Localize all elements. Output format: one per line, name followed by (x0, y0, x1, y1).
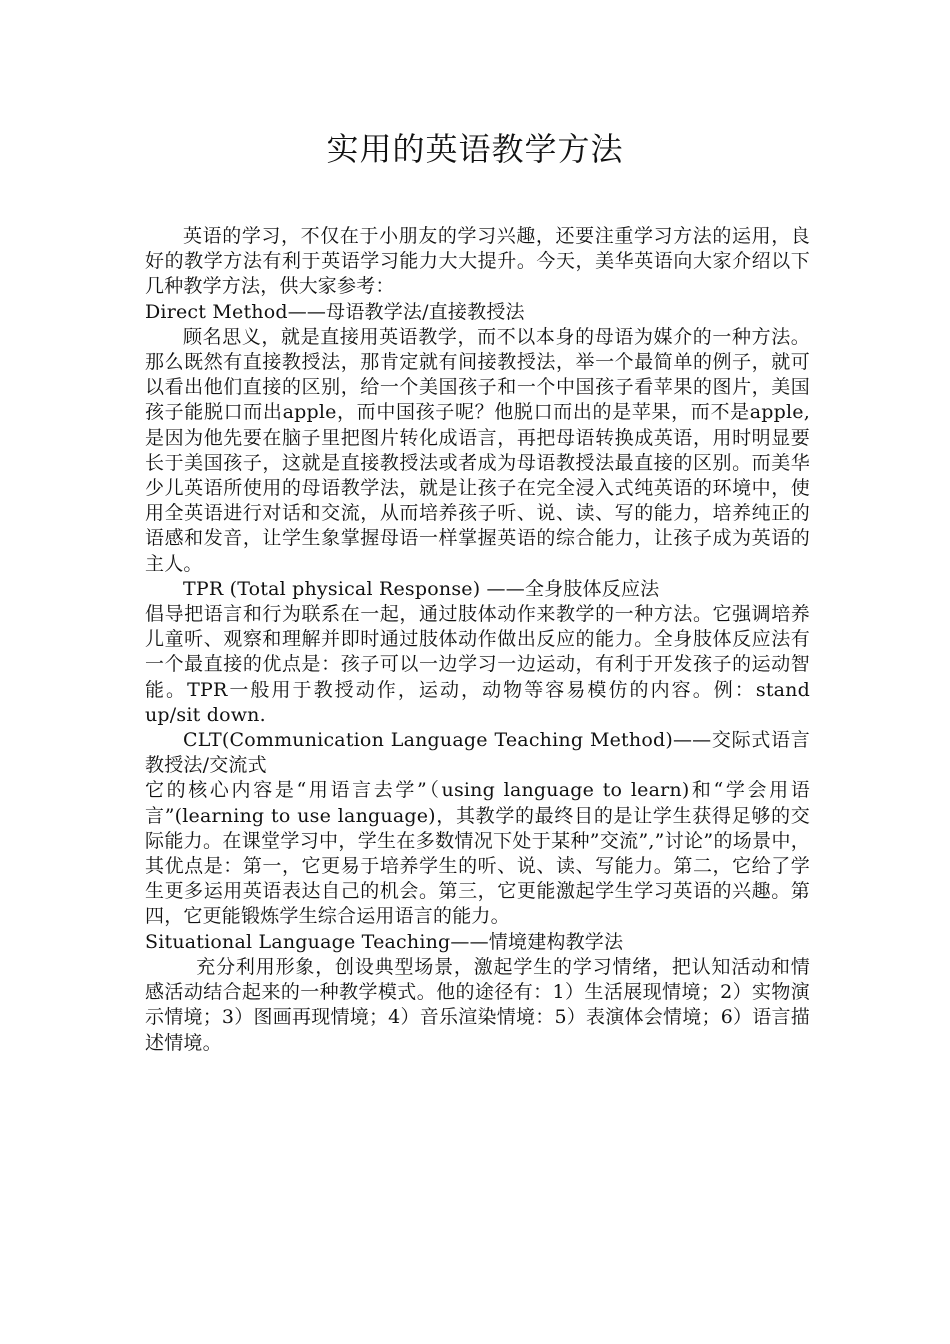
paragraph-4: TPR (Total physical Response) ——全身肢体反应法 (183, 577, 660, 600)
paragraph-3: 顾名思义，就是直接用英语教学，而不以本身的母语为媒介的一种方法。那么既然有直接教授法，那肯定就有间接教授法，举一个最简单的例子，就可以看出他们直接的区别，给一个美国孩子和一个中国孩子看苹果的图片，美国孩子能脱口而出apple，而中国孩子呢？他脱口而出的是苹果，而不是apple, 是因为他先要在脑子里把图片转化成语言，再把母语转换成英语，用时明显要长于美国孩子，这就是直接教授法或者成为母语教授法最直接的区别。而美华少儿英语所使用的母语教学法，就是让孩子在完全浸入式纯英语的环境中，使用全英语进行对话和交流，从而培养孩子听、说、读、写的能力，培养纯正的语感和发音，让学生象掌握母语一样掌握英语的综合能力，让孩子成为英语的主人。 (145, 325, 810, 575)
document-body (145, 224, 810, 1056)
paragraph-9: 充分利用形象，创设典型场景，激起学生的学习情绪，把认知活动和情感活动结合起来的一种教学模式。他的途径有：1）生活展现情境；2）实物演示情境；3）图画再现情境；4）音乐渲染情境：5）表演体会情境；6）语言描述情境。 (145, 955, 810, 1054)
paragraph-8: Situational Language Teaching——情境建构教学法 (145, 930, 624, 953)
paragraph-5: 倡导把语言和行为联系在一起，通过肢体动作来教学的一种方法。它强调培养儿童听、观察和理解并即时通过肢体动作做出反应的能力。全身肢体反应法有一个最直接的优点是：孩子可以一边学习一边运动，有利于开发孩子的运动智能。TPR一般用于教授动作，运动，动物等容易模仿的内容。例：stand up/sit down. (145, 603, 810, 726)
paragraph-2: Direct Method——母语教学法/直接教授法 (145, 300, 525, 323)
page-title: 实用的英语教学方法 (326, 130, 624, 168)
paragraph-6: CLT(Communication Language Teaching Method)——交际式语言教授法/交流式 (145, 729, 810, 777)
paragraph-7: 它的核心内容是“用语言去学”（using language to learn)和“学会用语言”(learning to use language)，其教学的最终目的是让学生获得足够的交际能力。在课堂学习中，学生在多数情况下处于某种”交流”,”讨论”的场景中，其优点是：第一，它更易于培养学生的听、说、读、写能力。第二，它给了学生更多运用英语表达自己的机会。第三，它更能激起学生学习英语的兴趣。第四，它更能锻炼学生综合运用语言的能力。 (145, 779, 810, 928)
paragraph-1: 英语的学习，不仅在于小朋友的学习兴趣，还要注重学习方法的运用，良好的教学方法有利于英语学习能力大大提升。今天，美华英语向大家介绍以下几种教学方法，供大家参考： (145, 225, 810, 298)
